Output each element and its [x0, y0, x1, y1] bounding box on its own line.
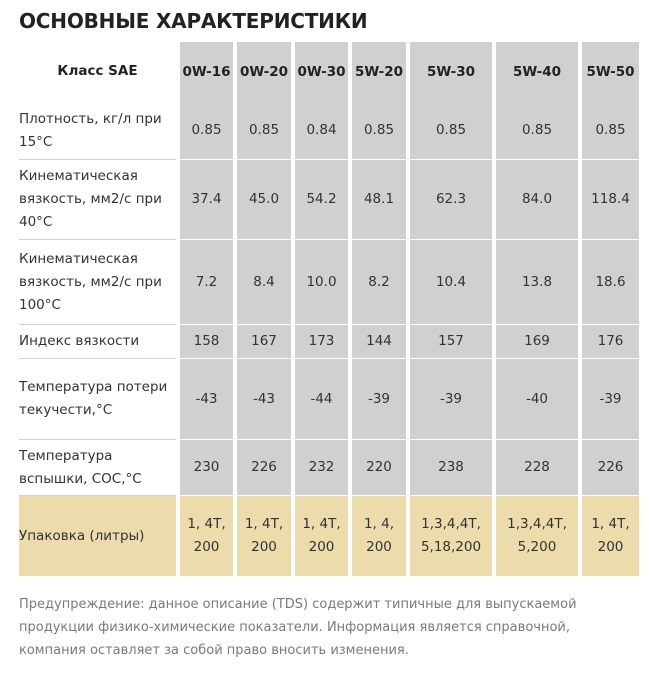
- table-cell: -40: [492, 359, 578, 440]
- table-cell: 1, 4T, 200: [578, 496, 639, 576]
- column-header: 0W-30: [291, 42, 348, 102]
- table-cell: 226: [233, 440, 291, 496]
- row-label: Индекс вязкости: [19, 325, 176, 359]
- table-row: [19, 440, 639, 496]
- table-cell: 230: [176, 440, 233, 496]
- row-label: Плотность, кг/л при 15°С: [19, 102, 176, 160]
- table-row: [19, 325, 639, 359]
- table-cell: 173: [291, 325, 348, 359]
- table-cell: 1, 4T, 200: [233, 496, 291, 576]
- table-cell: 220: [348, 440, 406, 496]
- table-cell: -43: [233, 359, 291, 440]
- row-label: Температура вспышки, COC,°С: [19, 440, 176, 496]
- table-cell: 167: [233, 325, 291, 359]
- column-header: 5W-20: [348, 42, 406, 102]
- table-row: [19, 102, 639, 160]
- column-header: 5W-40: [492, 42, 578, 102]
- table-cell: 228: [492, 440, 578, 496]
- table-cell: -39: [406, 359, 492, 440]
- table-cell: 0.85: [233, 102, 291, 160]
- row-label: Упаковка (литры): [19, 496, 176, 576]
- disclaimer-note: Предупреждение: данное описание (TDS) содержит типичные для выпускаемой продукции физико-химические показатели. Информация является справочной, компания оставляет за собой право вносить изменения.: [19, 597, 577, 658]
- table-row: [19, 359, 639, 440]
- table-cell: 1,3,4,4T, 5,200: [492, 496, 578, 576]
- table-cell: 45.0: [233, 160, 291, 240]
- table-cell: -43: [176, 359, 233, 440]
- table-cell: 10.4: [406, 240, 492, 325]
- row-label: Кинематическая вязкость, мм2/с при 40°С: [19, 160, 176, 240]
- table-cell: 1, 4T, 200: [291, 496, 348, 576]
- table-cell: 118.4: [578, 160, 639, 240]
- table-cell: 13.8: [492, 240, 578, 325]
- table-cell: -44: [291, 359, 348, 440]
- table-row: [19, 160, 639, 240]
- table-cell: 144: [348, 325, 406, 359]
- page-title: ОСНОВНЫЕ ХАРАКТЕРИСТИКИ: [19, 9, 368, 33]
- table-cell: 48.1: [348, 160, 406, 240]
- table-cell: 232: [291, 440, 348, 496]
- table-row-packaging: [19, 496, 639, 576]
- table-cell: 169: [492, 325, 578, 359]
- table-cell: 8.2: [348, 240, 406, 325]
- table-cell: 158: [176, 325, 233, 359]
- table-row: [19, 240, 639, 325]
- column-header: 5W-30: [406, 42, 492, 102]
- row-label: Кинематическая вязкость, мм2/с при 100°С: [19, 240, 176, 325]
- table-cell: 226: [578, 440, 639, 496]
- table-cell: 176: [578, 325, 639, 359]
- table-cell: 0.85: [348, 102, 406, 160]
- table-cell: 37.4: [176, 160, 233, 240]
- table-cell: 1, 4T, 200: [176, 496, 233, 576]
- table-cell: 84.0: [492, 160, 578, 240]
- table-cell: 8.4: [233, 240, 291, 325]
- column-header: 0W-20: [233, 42, 291, 102]
- table-cell: -39: [578, 359, 639, 440]
- row-label: Температура потери текучести,°С: [19, 359, 176, 440]
- table-cell: 7.2: [176, 240, 233, 325]
- header-row: [19, 42, 639, 102]
- table-cell: 62.3: [406, 160, 492, 240]
- table-cell: 18.6: [578, 240, 639, 325]
- table-cell: 0.85: [492, 102, 578, 160]
- table-cell: -39: [348, 359, 406, 440]
- table-cell: 54.2: [291, 160, 348, 240]
- table-cell: 0.84: [291, 102, 348, 160]
- table-cell: 0.85: [578, 102, 639, 160]
- table-cell: 0.85: [176, 102, 233, 160]
- column-header: 0W-16: [176, 42, 233, 102]
- table-cell: 1,3,4,4T, 5,18,200: [406, 496, 492, 576]
- table-cell: 0.85: [406, 102, 492, 160]
- header-label: Класс SAE: [19, 42, 176, 102]
- table-cell: 157: [406, 325, 492, 359]
- column-header: 5W-50: [578, 42, 639, 102]
- specifications-table: [19, 42, 639, 576]
- table-cell: 1, 4, 200: [348, 496, 406, 576]
- table-cell: 238: [406, 440, 492, 496]
- table-cell: 10.0: [291, 240, 348, 325]
